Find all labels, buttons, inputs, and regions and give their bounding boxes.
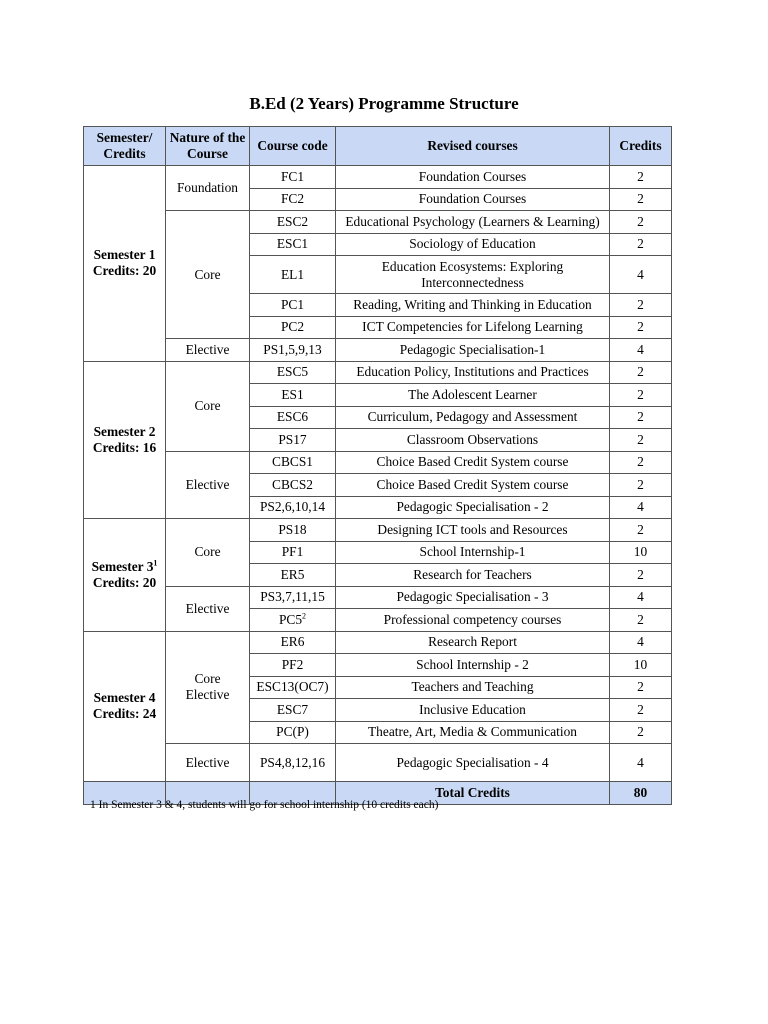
table-row bbox=[84, 166, 672, 189]
table-row bbox=[84, 631, 672, 654]
course-code: PF1 bbox=[281, 544, 304, 560]
page-title: B.Ed (2 Years) Programme Structure bbox=[249, 94, 519, 113]
course-name-cell: Choice Based Credit System course bbox=[336, 474, 610, 497]
course-name-cell: ICT Competencies for Lifelong Learning bbox=[336, 316, 610, 339]
credits-cell: 2 bbox=[610, 316, 672, 339]
credits-cell: 4 bbox=[610, 631, 672, 654]
credits-cell: 2 bbox=[610, 294, 672, 317]
credits-cell: 2 bbox=[610, 519, 672, 542]
course-name-cell: Foundation Courses bbox=[336, 188, 610, 211]
nature-cell: Elective bbox=[166, 339, 250, 362]
course-code: ESC1 bbox=[276, 236, 309, 252]
nature-cell: Core Elective bbox=[166, 631, 250, 744]
credits-cell: 10 bbox=[610, 541, 672, 564]
total-value: 80 bbox=[610, 782, 672, 805]
course-code: PC5 bbox=[278, 611, 303, 627]
course-code: PS1,5,9,13 bbox=[263, 341, 322, 357]
course-name-cell: Education Ecosystems: Exploring Interconnectedness bbox=[336, 256, 610, 294]
semester-label: Semester 1 bbox=[93, 247, 156, 263]
course-name-cell: School Internship-1 bbox=[336, 541, 610, 564]
course-code-cell bbox=[250, 256, 336, 294]
programme-structure-table bbox=[83, 126, 672, 805]
course-code: ER5 bbox=[280, 566, 305, 582]
footnote: 1 In Semester 3 & 4, students will go for school internship (10 credits each) bbox=[90, 799, 439, 811]
course-name-cell: Pedagogic Specialisation - 4 bbox=[336, 744, 610, 782]
course-name-cell: Foundation Courses bbox=[336, 166, 610, 189]
table-row bbox=[84, 744, 672, 782]
semester-label: Semester 3 bbox=[91, 558, 154, 574]
table-row bbox=[84, 519, 672, 542]
semester-cell bbox=[84, 631, 166, 782]
semester-credits: Credits: 20 bbox=[92, 263, 157, 279]
course-code-cell bbox=[250, 188, 336, 211]
semester-credits: Credits: 24 bbox=[92, 706, 157, 722]
course-code-cell bbox=[250, 166, 336, 189]
nature-cell: Elective bbox=[166, 744, 250, 782]
credits-cell: 2 bbox=[610, 474, 672, 497]
course-code: PS17 bbox=[278, 431, 307, 447]
course-code: CBCS2 bbox=[272, 476, 313, 492]
course-code: PS4,8,12,16 bbox=[259, 754, 326, 770]
table-row bbox=[84, 339, 672, 362]
course-code-cell bbox=[250, 406, 336, 429]
semester-footnote-mark: 1 bbox=[153, 558, 158, 568]
course-code-cell bbox=[250, 676, 336, 699]
course-code: ESC13(OC7) bbox=[256, 679, 329, 695]
nature-cell: Core bbox=[166, 519, 250, 587]
course-code-cell bbox=[250, 294, 336, 317]
credits-cell: 2 bbox=[610, 384, 672, 407]
course-name-cell: Sociology of Education bbox=[336, 233, 610, 256]
course-code: PS2,6,10,14 bbox=[259, 499, 326, 515]
header-semester: Semester/ Credits bbox=[84, 127, 166, 166]
header-nature: Nature of the Course bbox=[166, 127, 250, 166]
course-name-cell: Educational Psychology (Learners & Learning) bbox=[336, 211, 610, 234]
course-name-cell: Professional competency courses bbox=[336, 609, 610, 632]
course-name-cell: Education Policy, Institutions and Practices bbox=[336, 361, 610, 384]
course-name-cell: Classroom Observations bbox=[336, 429, 610, 452]
credits-cell: 2 bbox=[610, 233, 672, 256]
header-credits: Credits bbox=[610, 127, 672, 166]
header-revised-courses: Revised courses bbox=[336, 127, 610, 166]
semester-credits: Credits: 16 bbox=[92, 439, 157, 455]
nature-cell: Foundation bbox=[166, 166, 250, 211]
course-code-cell bbox=[250, 474, 336, 497]
credits-cell: 4 bbox=[610, 744, 672, 782]
course-name-cell: Choice Based Credit System course bbox=[336, 451, 610, 474]
course-code-cell bbox=[250, 721, 336, 744]
credits-cell: 2 bbox=[610, 564, 672, 587]
credits-cell: 4 bbox=[610, 586, 672, 609]
course-code: ER6 bbox=[280, 634, 305, 650]
nature-cell: Core bbox=[166, 361, 250, 451]
course-code: PC(P) bbox=[276, 724, 309, 740]
course-code-cell bbox=[250, 654, 336, 677]
course-code-cell bbox=[250, 699, 336, 722]
course-name-cell: Designing ICT tools and Resources bbox=[336, 519, 610, 542]
table-row bbox=[84, 361, 672, 384]
course-code: ESC2 bbox=[276, 213, 309, 229]
credits-cell: 4 bbox=[610, 339, 672, 362]
course-code-cell bbox=[250, 384, 336, 407]
course-code-cell bbox=[250, 496, 336, 519]
course-name-cell: The Adolescent Learner bbox=[336, 384, 610, 407]
course-code: PC2 bbox=[280, 319, 305, 335]
credits-cell: 2 bbox=[610, 211, 672, 234]
semester-label: Semester 4 bbox=[93, 690, 156, 706]
table-row bbox=[84, 211, 672, 234]
course-code-cell bbox=[250, 541, 336, 564]
course-code: PC1 bbox=[280, 296, 305, 312]
course-code: ESC7 bbox=[276, 701, 309, 717]
course-name-cell: Inclusive Education bbox=[336, 699, 610, 722]
header-course-code: Course code bbox=[250, 127, 336, 166]
course-code-cell bbox=[250, 316, 336, 339]
table-body bbox=[84, 166, 672, 805]
course-code-cell bbox=[250, 361, 336, 384]
semester-credits: Credits: 20 bbox=[92, 574, 157, 590]
credits-cell: 2 bbox=[610, 451, 672, 474]
course-code: ESC5 bbox=[276, 364, 309, 380]
course-code-cell bbox=[250, 631, 336, 654]
credits-cell: 4 bbox=[610, 496, 672, 519]
semester-cell bbox=[84, 519, 166, 632]
nature-cell: Core bbox=[166, 211, 250, 339]
course-code: FC1 bbox=[280, 168, 305, 184]
course-name-cell: School Internship - 2 bbox=[336, 654, 610, 677]
credits-cell: 4 bbox=[610, 256, 672, 294]
credits-cell: 10 bbox=[610, 654, 672, 677]
course-code-cell bbox=[250, 519, 336, 542]
nature-cell: Elective bbox=[166, 451, 250, 519]
course-code-cell bbox=[250, 211, 336, 234]
course-code: PS3,7,11,15 bbox=[260, 589, 325, 605]
course-code: ES1 bbox=[281, 386, 304, 402]
nature-cell: Elective bbox=[166, 586, 250, 631]
course-name-cell: Research for Teachers bbox=[336, 564, 610, 587]
course-code-cell bbox=[250, 744, 336, 782]
credits-cell: 2 bbox=[610, 699, 672, 722]
course-code: PF2 bbox=[281, 656, 304, 672]
credits-cell: 2 bbox=[610, 676, 672, 699]
course-code-cell bbox=[250, 564, 336, 587]
credits-cell: 2 bbox=[610, 166, 672, 189]
course-code: FC2 bbox=[280, 191, 305, 207]
course-code-cell bbox=[250, 429, 336, 452]
course-code: PS18 bbox=[278, 521, 307, 537]
credits-cell: 2 bbox=[610, 406, 672, 429]
course-name-cell: Curriculum, Pedagogy and Assessment bbox=[336, 406, 610, 429]
course-code: ESC6 bbox=[276, 409, 309, 425]
course-code-cell bbox=[250, 339, 336, 362]
course-code-cell bbox=[250, 609, 336, 632]
semester-cell bbox=[84, 361, 166, 519]
course-name-cell: Pedagogic Specialisation - 3 bbox=[336, 586, 610, 609]
semester-label: Semester 2 bbox=[93, 423, 156, 439]
credits-cell: 2 bbox=[610, 429, 672, 452]
credits-cell: 2 bbox=[610, 721, 672, 744]
course-name-cell: Research Report bbox=[336, 631, 610, 654]
course-code-cell bbox=[250, 586, 336, 609]
course-code-cell bbox=[250, 233, 336, 256]
table-header-row bbox=[84, 127, 672, 166]
total-label: Total Credits bbox=[336, 782, 610, 805]
course-name-cell: Teachers and Teaching bbox=[336, 676, 610, 699]
course-code: CBCS1 bbox=[272, 454, 313, 470]
table-row bbox=[84, 451, 672, 474]
course-name-cell: Pedagogic Specialisation - 2 bbox=[336, 496, 610, 519]
credits-cell: 2 bbox=[610, 361, 672, 384]
course-code: EL1 bbox=[280, 266, 305, 282]
course-code-footnote-mark: 2 bbox=[302, 611, 307, 621]
course-name-cell: Reading, Writing and Thinking in Education bbox=[336, 294, 610, 317]
credits-cell: 2 bbox=[610, 188, 672, 211]
semester-cell bbox=[84, 166, 166, 362]
course-code-cell bbox=[250, 451, 336, 474]
course-name-cell: Pedagogic Specialisation-1 bbox=[336, 339, 610, 362]
credits-cell: 2 bbox=[610, 609, 672, 632]
table-row bbox=[84, 586, 672, 609]
course-name-cell: Theatre, Art, Media & Communication bbox=[336, 721, 610, 744]
